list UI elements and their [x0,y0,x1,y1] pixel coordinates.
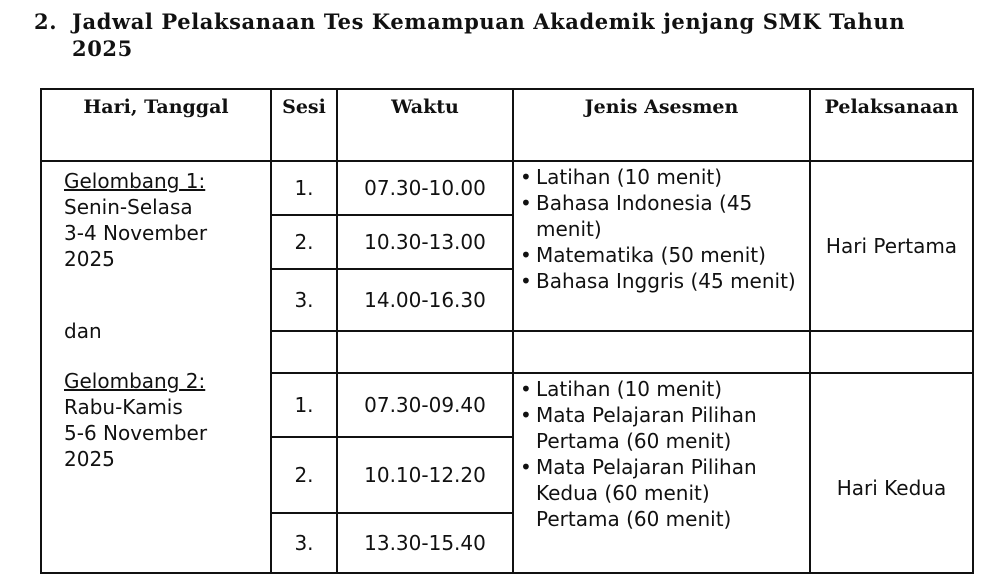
section-title: Jadwal Pelaksanaan Tes Kemampuan Akademik jenjang SMK Tahun 2025 [72,9,906,61]
list-item: • Latihan (10 menit) [536,164,809,190]
gelombang1-dates: 3-4 November [64,221,208,245]
waktu-cell: 07.30-10.00 [337,161,513,215]
empty-cell [810,331,973,373]
pelaksanaan-cell: Hari Pertama [810,161,973,331]
list-item: • Mata Pelajaran Pilihan Pertama (60 menit) [536,402,809,454]
table-header-row [41,89,973,161]
gelombang2-title: Gelombang 2: [64,369,206,393]
sesi-cell: 3. [271,269,337,331]
waktu-cell: 07.30-09.40 [337,373,513,437]
empty-cell [271,331,337,373]
hari-tanggal-cell [41,161,271,573]
waktu-cell: 10.30-13.00 [337,215,513,269]
header-sesi: Sesi [271,89,337,161]
gelombang2-dates: 5-6 November [64,421,208,445]
asesmen-list [514,376,809,506]
jenis-asesmen-cell [513,161,810,331]
table-row [41,161,973,215]
sesi-cell: 3. [271,513,337,573]
list-item: • Mata Pelajaran Pilihan Kedua (60 menit) [536,454,809,506]
waktu-cell: 14.00-16.30 [337,269,513,331]
section-number: 2. [34,9,58,34]
waktu-cell: 10.10-12.20 [337,437,513,513]
header-pelaksanaan: Pelaksanaan [810,89,973,161]
asesmen-list [514,164,809,294]
list-item: • Latihan (10 menit) [536,376,809,402]
gelombang2-year: 2025 [64,447,115,471]
sesi-cell: 1. [271,373,337,437]
waktu-cell: 13.30-15.40 [337,513,513,573]
sesi-cell: 2. [271,215,337,269]
asesmen-tail: Pertama (60 menit) [536,507,732,531]
empty-cell [513,331,810,373]
sesi-cell: 1. [271,161,337,215]
header-jenis-asesmen: Jenis Asesmen [513,89,810,161]
schedule-table [40,88,974,574]
list-item: • Matematika (50 menit) [536,242,809,268]
header-hari-tanggal: Hari, Tanggal [41,89,271,161]
gelombang1-days: Senin-Selasa [64,195,193,219]
list-item: • Bahasa Inggris (45 menit) [536,268,809,294]
gelombang1-year: 2025 [64,247,115,271]
list-item: • Bahasa Indonesia (45 menit) [536,190,809,242]
gelombang2-days: Rabu-Kamis [64,395,183,419]
sesi-cell: 2. [271,437,337,513]
pelaksanaan-cell: Hari Kedua [810,373,973,573]
gelombang1-title: Gelombang 1: [64,169,206,193]
header-waktu: Waktu [337,89,513,161]
connector-text: dan [64,319,102,343]
jenis-asesmen-cell [513,373,810,573]
empty-cell [337,331,513,373]
